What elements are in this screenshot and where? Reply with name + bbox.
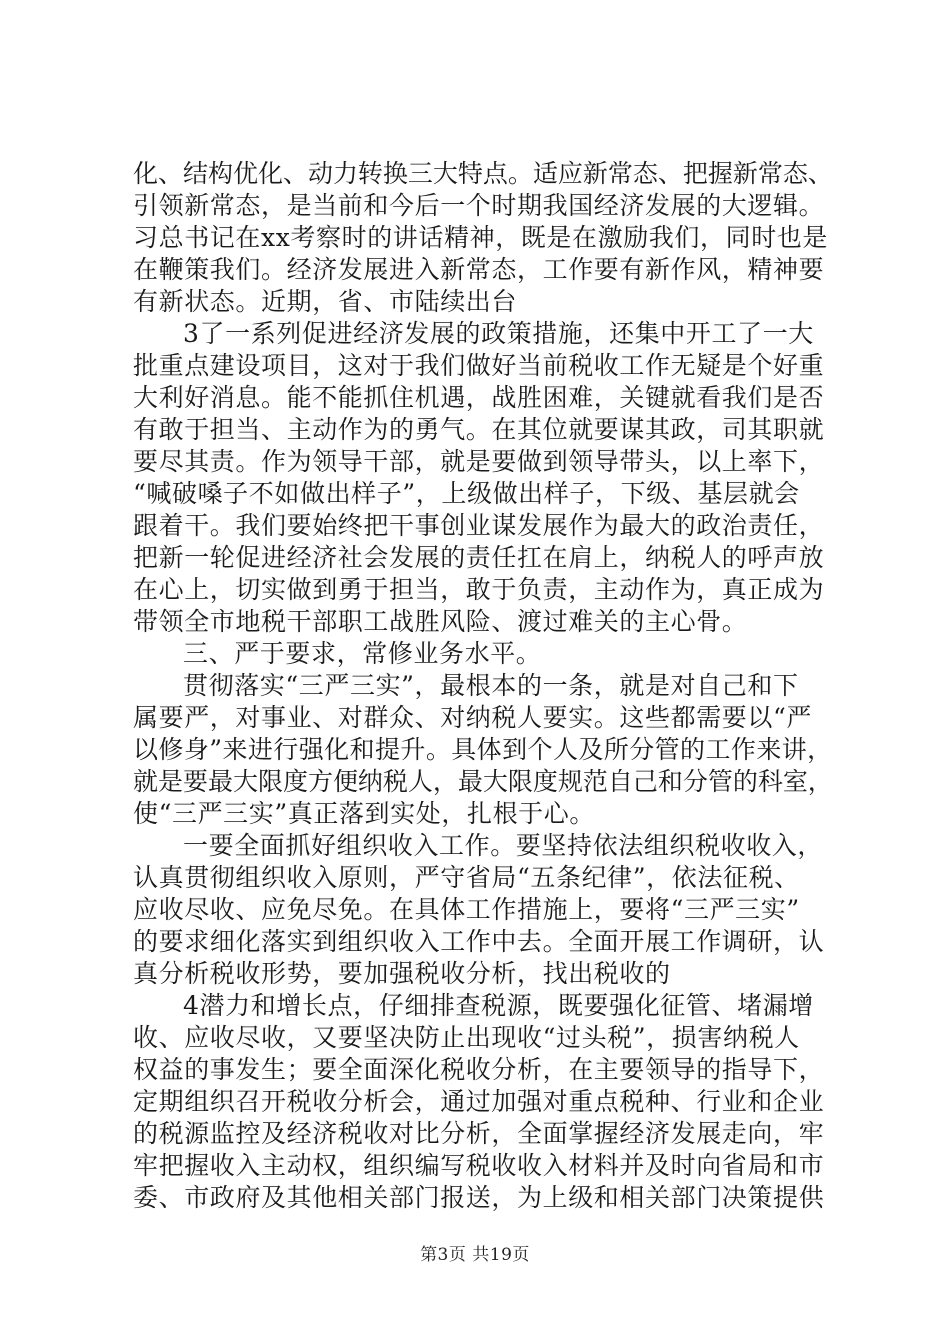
text-line: 委、市政府及其他相关部门报送，为上级和相关部门决策提供 (133, 1183, 825, 1212)
text-line: 的税源监控及经济税收对比分析，全面掌握经济发展走向，牢 (133, 1119, 825, 1148)
text-line: 有新状态。近期，省、市陆续出台 (133, 287, 518, 316)
text-line: 使“三严三实”真正落到实处，扎根于心。 (133, 799, 595, 828)
text-line: 一要全面抓好组织收入工作。要坚持依法组织税收收入， (183, 831, 824, 860)
text-line: 就是要最大限度方便纳税人，最大限度规范自己和分管的科室， (133, 767, 833, 796)
text-line: 把新一轮促进经济社会发展的责任扛在肩上，纳税人的呼声放 (133, 543, 825, 572)
text-line: 习总书记在xx考察时的讲话精神，既是在激励我们，同时也是 (133, 223, 829, 252)
text-line: 在鞭策我们。经济发展进入新常态，工作要有新作风，精神要 (133, 255, 825, 284)
text-line: 属要严，对事业、对群众、对纳税人要实。这些都需要以“严 (133, 703, 812, 732)
text-line: 真分析税收形势，要加强税收分析，找出税收的 (133, 959, 671, 988)
text-line: 的要求细化落实到组织收入工作中去。全面开展工作调研，认 (133, 927, 825, 956)
text-line: 跟着干。我们要始终把干事创业谋发展作为最大的政治责任， (133, 511, 825, 540)
text-line: 要尽其责。作为领导干部，就是要做到领导带头，以上率下， (133, 447, 825, 476)
text-line: 认真贯彻组织收入原则，严守省局“五条纪律”，依法征税、 (133, 863, 800, 892)
body-text (133, 158, 833, 1214)
text-line: 权益的事发生；要全面深化税收分析，在主要领导的指导下， (133, 1055, 825, 1084)
page-footer: 第3页 共19页 (420, 1245, 530, 1265)
text-line: 批重点建设项目，这对于我们做好当前税收工作无疑是个好重 (133, 351, 825, 380)
text-line: 化、结构优化、动力转换三大特点。适应新常态、把握新常态、 (133, 159, 833, 188)
text-line: 定期组织召开税收分析会，通过加强对重点税种、行业和企业 (133, 1087, 825, 1116)
text-line: 贯彻落实“三严三实”，最根本的一条，就是对自己和下 (183, 671, 799, 700)
text-line: 三、严于要求，常修业务水平。 (183, 639, 542, 668)
text-line: 4潜力和增长点，仔细排查税源，既要强化征管、堵漏增 (183, 991, 814, 1020)
text-line: 3了一系列促进经济发展的政策措施，还集中开工了一大 (183, 319, 814, 348)
text-line: 牢把握收入主动权，组织编写税收收入材料并及时向省局和市 (133, 1151, 825, 1180)
text-line: “喊破嗓子不如做出样子”，上级做出样子，下级、基层就会 (133, 479, 800, 508)
text-line: 应收尽收、应免尽免。在具体工作措施上，要将“三严三实” (133, 895, 800, 924)
text-line: 在心上，切实做到勇于担当，敢于负责，主动作为，真正成为 (133, 575, 825, 604)
text-line: 收、应收尽收，又要坚决防止出现收“过头税”，损害纳税人 (133, 1023, 800, 1052)
text-line: 大利好消息。能不能抓住机遇，战胜困难，关键就看我们是否 (133, 383, 825, 412)
text-line: 引领新常态，是当前和今后一个时期我国经济发展的大逻辑。 (133, 191, 825, 220)
text-line: 带领全市地税干部职工战胜风险、渡过难关的主心骨。 (133, 607, 748, 636)
text-line: 以修身”来进行强化和提升。具体到个人及所分管的工作来讲， (133, 735, 833, 764)
text-line: 有敢于担当、主动作为的勇气。在其位就要谋其政，司其职就 (133, 415, 825, 444)
